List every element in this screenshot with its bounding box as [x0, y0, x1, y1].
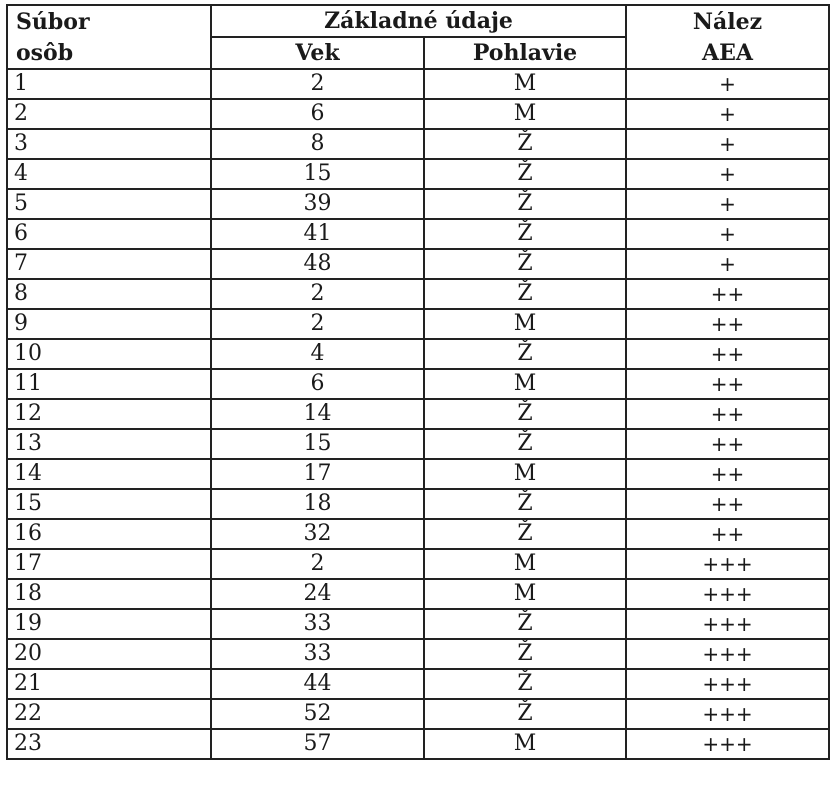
cell-vek: 44 — [211, 669, 424, 699]
cell-vek: 39 — [211, 189, 424, 219]
cell-pohlavie: Ž — [424, 189, 626, 219]
cell-aea: + — [626, 129, 829, 159]
cell-vek: 18 — [211, 489, 424, 519]
cell-aea: ++ — [626, 519, 829, 549]
cell-pohlavie: Ž — [424, 159, 626, 189]
cell-vek: 2 — [211, 549, 424, 579]
cell-vek: 4 — [211, 339, 424, 369]
cell-aea: ++ — [626, 309, 829, 339]
cell-subor: 15 — [7, 489, 211, 519]
cell-vek: 15 — [211, 159, 424, 189]
cell-subor: 8 — [7, 279, 211, 309]
header-row-1 — [7, 5, 829, 37]
cell-aea: +++ — [626, 549, 829, 579]
table-row — [7, 489, 829, 519]
table-row — [7, 549, 829, 579]
cell-aea: ++ — [626, 369, 829, 399]
cell-subor: 6 — [7, 219, 211, 249]
cell-pohlavie: Ž — [424, 489, 626, 519]
cell-pohlavie: Ž — [424, 249, 626, 279]
cell-subor: 10 — [7, 339, 211, 369]
header-pohlavie: Pohlavie — [424, 37, 626, 69]
table-row — [7, 309, 829, 339]
cell-vek: 33 — [211, 639, 424, 669]
table-row — [7, 639, 829, 669]
cell-subor: 11 — [7, 369, 211, 399]
cell-aea: ++ — [626, 459, 829, 489]
cell-subor: 4 — [7, 159, 211, 189]
cell-vek: 14 — [211, 399, 424, 429]
header-zakladne-udaje: Základné údaje — [211, 5, 626, 37]
cell-aea: +++ — [626, 699, 829, 729]
table-row — [7, 459, 829, 489]
header-row-2 — [7, 37, 829, 69]
table-row — [7, 399, 829, 429]
cell-subor: 2 — [7, 99, 211, 129]
cell-vek: 48 — [211, 249, 424, 279]
table-row — [7, 249, 829, 279]
cell-pohlavie: M — [424, 69, 626, 99]
cell-pohlavie: M — [424, 369, 626, 399]
table-row — [7, 609, 829, 639]
cell-subor: 12 — [7, 399, 211, 429]
cell-pohlavie: Ž — [424, 219, 626, 249]
table-row — [7, 519, 829, 549]
cell-aea: +++ — [626, 609, 829, 639]
data-table — [6, 4, 830, 760]
cell-aea: ++ — [626, 429, 829, 459]
cell-pohlavie: Ž — [424, 609, 626, 639]
cell-aea: ++ — [626, 339, 829, 369]
cell-subor: 17 — [7, 549, 211, 579]
cell-aea: + — [626, 249, 829, 279]
table-row — [7, 279, 829, 309]
cell-vek: 17 — [211, 459, 424, 489]
cell-pohlavie: Ž — [424, 639, 626, 669]
table-row — [7, 219, 829, 249]
cell-vek: 2 — [211, 69, 424, 99]
table-row — [7, 729, 829, 759]
table-row — [7, 429, 829, 459]
cell-vek: 2 — [211, 309, 424, 339]
table-row — [7, 99, 829, 129]
cell-pohlavie: Ž — [424, 399, 626, 429]
cell-pohlavie: M — [424, 99, 626, 129]
cell-pohlavie: M — [424, 309, 626, 339]
cell-pohlavie: Ž — [424, 429, 626, 459]
cell-aea: +++ — [626, 669, 829, 699]
cell-subor: 3 — [7, 129, 211, 159]
cell-pohlavie: Ž — [424, 519, 626, 549]
cell-pohlavie: Ž — [424, 339, 626, 369]
cell-vek: 8 — [211, 129, 424, 159]
table-row — [7, 369, 829, 399]
cell-vek: 32 — [211, 519, 424, 549]
cell-vek: 6 — [211, 99, 424, 129]
header-subor: Súbor — [7, 5, 211, 37]
cell-aea: + — [626, 99, 829, 129]
header-aea: AEA — [626, 37, 829, 69]
cell-vek: 33 — [211, 609, 424, 639]
cell-aea: + — [626, 189, 829, 219]
cell-aea: + — [626, 219, 829, 249]
cell-pohlavie: M — [424, 729, 626, 759]
cell-vek: 52 — [211, 699, 424, 729]
cell-subor: 18 — [7, 579, 211, 609]
cell-vek: 15 — [211, 429, 424, 459]
cell-pohlavie: M — [424, 579, 626, 609]
cell-aea: ++ — [626, 489, 829, 519]
cell-subor: 22 — [7, 699, 211, 729]
cell-subor: 20 — [7, 639, 211, 669]
cell-aea: ++ — [626, 279, 829, 309]
cell-subor: 13 — [7, 429, 211, 459]
cell-pohlavie: Ž — [424, 129, 626, 159]
cell-subor: 21 — [7, 669, 211, 699]
cell-aea: +++ — [626, 639, 829, 669]
cell-subor: 14 — [7, 459, 211, 489]
table-row — [7, 339, 829, 369]
cell-subor: 7 — [7, 249, 211, 279]
table-row — [7, 579, 829, 609]
cell-vek: 6 — [211, 369, 424, 399]
cell-aea: + — [626, 159, 829, 189]
cell-subor: 23 — [7, 729, 211, 759]
cell-vek: 24 — [211, 579, 424, 609]
cell-aea: ++ — [626, 399, 829, 429]
table-row — [7, 129, 829, 159]
table-row — [7, 669, 829, 699]
table-header — [7, 5, 829, 69]
cell-subor: 19 — [7, 609, 211, 639]
cell-subor: 16 — [7, 519, 211, 549]
cell-subor: 9 — [7, 309, 211, 339]
table-row — [7, 159, 829, 189]
cell-aea: +++ — [626, 579, 829, 609]
cell-pohlavie: M — [424, 549, 626, 579]
header-nalez: Nález — [626, 5, 829, 37]
cell-subor: 1 — [7, 69, 211, 99]
header-osob: osôb — [7, 37, 211, 69]
cell-aea: +++ — [626, 729, 829, 759]
cell-pohlavie: Ž — [424, 669, 626, 699]
table-body — [7, 69, 829, 759]
cell-pohlavie: M — [424, 459, 626, 489]
cell-vek: 2 — [211, 279, 424, 309]
header-vek: Vek — [211, 37, 424, 69]
cell-vek: 41 — [211, 219, 424, 249]
table-row — [7, 189, 829, 219]
table-row — [7, 699, 829, 729]
cell-subor: 5 — [7, 189, 211, 219]
cell-pohlavie: Ž — [424, 279, 626, 309]
cell-vek: 57 — [211, 729, 424, 759]
cell-pohlavie: Ž — [424, 699, 626, 729]
table-row — [7, 69, 829, 99]
data-table-container — [6, 4, 828, 796]
cell-aea: + — [626, 69, 829, 99]
